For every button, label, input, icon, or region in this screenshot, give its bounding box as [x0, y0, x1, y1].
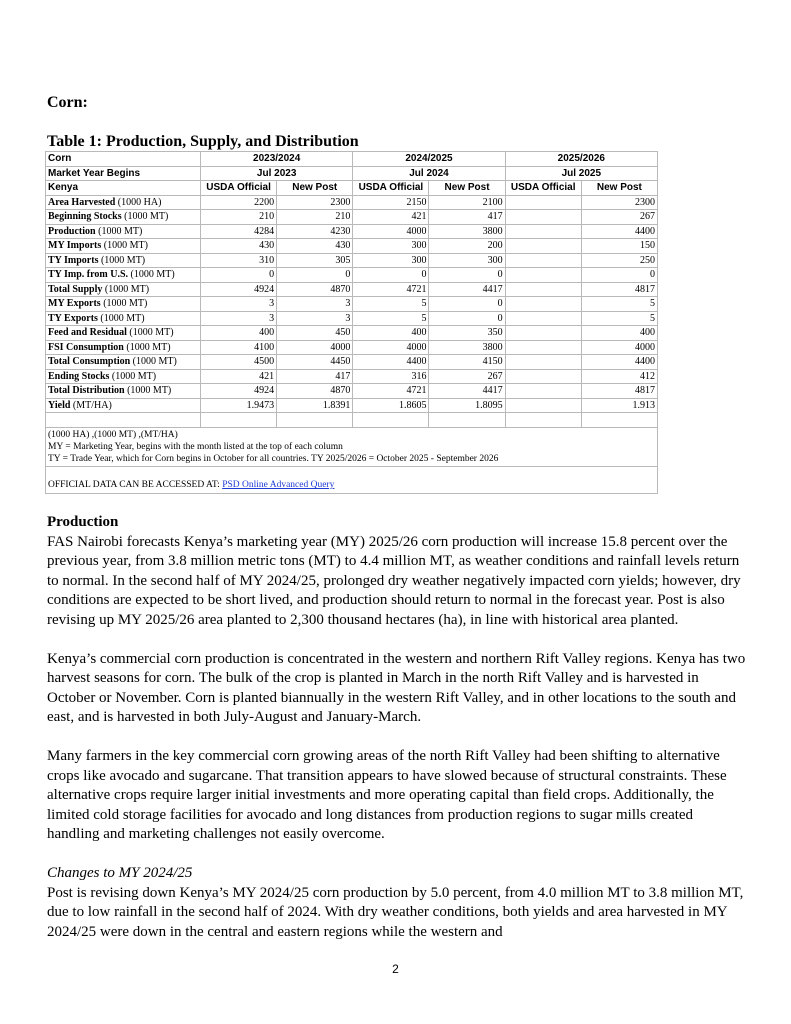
paragraph: FAS Nairobi forecasts Kenya’s marketing year (MY) 2025/26 corn production will increase 15.8 percent over the previous year, from 3.8 million metric tons (MT) to 4.4 million MT, as weather conditions and rainfall levels return to normal. In the second half of MY 2024/25, prolonged dry weather negatively impacted corn yields; however, dry conditions are expected to be short lived, and production should return to normal in the forecast year. Post is also revising up MY 2025/26 area planted to 2,300 thousand hectares (ha), in line with historical area planted. [47, 533, 741, 628]
table-cell [505, 311, 581, 326]
row-label-unit: (1000 MT) [124, 211, 169, 223]
table-cell: 316 [353, 369, 429, 384]
table-cell: 400 [353, 326, 429, 341]
table-cell: 4284 [201, 224, 277, 239]
table-cell: 267 [429, 369, 505, 384]
table-cell: 2200 [201, 195, 277, 210]
footnote-units: (1000 HA) ,(1000 MT) ,(MT/HA) [48, 429, 178, 440]
paragraph: Kenya’s commercial corn production is concentrated in the western and northern Rift Valley regions. Kenya has two harvest seasons for corn. The bulk of the crop is planted in March in the north Rift Valley and is harvested in October or November. Corn is planted biannually in the western Rift Valley, and in other locations to the south and east, and is harvested in both July-August and January-March. [47, 650, 746, 725]
row-label-name: Yield [48, 399, 71, 411]
table-cell [505, 268, 581, 283]
row-label [46, 268, 201, 283]
table-cell: 4721 [353, 282, 429, 297]
table-cell [505, 355, 581, 370]
row-label-unit: (1000 MT) [127, 385, 172, 397]
row-label [46, 340, 201, 355]
table-cell: 350 [429, 326, 505, 341]
table-cell: 4924 [201, 384, 277, 399]
table-cell: 4721 [353, 384, 429, 399]
table-cell: 4100 [201, 340, 277, 355]
table-cell: 4000 [277, 340, 353, 355]
header-row-market-year [46, 166, 658, 181]
row-label-unit: (1000 MT) [100, 254, 146, 266]
column-header: New Post [277, 181, 353, 196]
year-header: 2023/2024 [201, 152, 353, 167]
table-cell: 0 [429, 268, 505, 283]
row-label [46, 210, 201, 225]
page-number: 2 [392, 962, 399, 976]
table-cell: 1.913 [581, 398, 657, 413]
table-cell [505, 326, 581, 341]
table-cell: 4500 [201, 355, 277, 370]
row-label [46, 195, 201, 210]
table-row [46, 297, 658, 312]
table-cell: 267 [581, 210, 657, 225]
table-cell: 150 [581, 239, 657, 254]
table-cell: 4400 [581, 355, 657, 370]
table-cell: 3800 [429, 224, 505, 239]
table-row [46, 253, 658, 268]
table-cell: 305 [277, 253, 353, 268]
table-row [46, 384, 658, 399]
table-cell [505, 253, 581, 268]
table-cell: 4230 [277, 224, 353, 239]
table-cell: 0 [581, 268, 657, 283]
table-cell: 5 [353, 311, 429, 326]
row-label-unit: (1000 MT) [98, 225, 143, 237]
table-row [46, 195, 658, 210]
table-cell: 0 [277, 268, 353, 283]
table-cell [505, 239, 581, 254]
table-cell: 300 [353, 239, 429, 254]
row-label-name: Total Consumption [48, 356, 131, 368]
row-label-unit: (1000 HA) [117, 196, 162, 208]
column-header: USDA Official [505, 181, 581, 196]
table-title: Table 1: Production, Supply, and Distribution [47, 133, 359, 150]
table-row [46, 239, 658, 254]
table-cell: 421 [353, 210, 429, 225]
row-label-name: Total Supply [48, 283, 103, 295]
year-header: 2025/2026 [505, 152, 657, 167]
row-label-unit: (MT/HA) [72, 399, 112, 411]
paragraph: Many farmers in the key commercial corn growing areas of the north Rift Valley had been shifting to alternative crops like avocado and sugarcane. That transition appears to have slowed because of structural constraints. These alternative crops require larger initial investments and more operating capital than field crops. Additionally, the limited cold storage facilities for avocado and long distances from production regions to sugar mills created handling and marketing challenges not easily overcome. [47, 748, 727, 842]
table-cell [505, 195, 581, 210]
header-row-columns [46, 181, 658, 196]
table-cell [505, 398, 581, 413]
table-cell: 4870 [277, 384, 353, 399]
section-title: Production [47, 514, 119, 530]
table-cell: 2300 [277, 195, 353, 210]
table-cell: 5 [353, 297, 429, 312]
table-cell: 300 [429, 253, 505, 268]
table-cell: 1.9473 [201, 398, 277, 413]
table-cell: 417 [429, 210, 505, 225]
table-cell: 400 [581, 326, 657, 341]
row-label-name: MY Exports [48, 298, 101, 310]
table-row [46, 282, 658, 297]
commodity-heading: Corn: [47, 94, 88, 111]
table-cell: 3 [277, 311, 353, 326]
footnotes [46, 427, 658, 466]
table-cell: 5 [581, 297, 657, 312]
table-cell: 5 [581, 311, 657, 326]
table-cell: 4450 [277, 355, 353, 370]
row-label-name: Ending Stocks [48, 370, 110, 382]
commodity-label: Corn [46, 152, 201, 167]
table-cell: 1.8391 [277, 398, 353, 413]
table-cell: 412 [581, 369, 657, 384]
table-cell [505, 369, 581, 384]
table-cell: 417 [277, 369, 353, 384]
row-label-name: TY Exports [48, 312, 98, 324]
row-label [46, 239, 201, 254]
psd-table [45, 151, 658, 494]
table-cell: 4817 [581, 282, 657, 297]
row-label [46, 297, 201, 312]
table-cell: 310 [201, 253, 277, 268]
table-cell: 0 [353, 268, 429, 283]
column-header: USDA Official [353, 181, 429, 196]
table-cell: 4924 [201, 282, 277, 297]
row-label [46, 311, 201, 326]
row-label [46, 282, 201, 297]
row-label-name: Area Harvested [48, 196, 116, 208]
table-cell: 4400 [353, 355, 429, 370]
row-label-name: Beginning Stocks [48, 211, 122, 223]
table-cell: 4400 [581, 224, 657, 239]
table-cell: 210 [201, 210, 277, 225]
table-cell: 4417 [429, 282, 505, 297]
table-cell: 4817 [581, 384, 657, 399]
table-cell: 430 [201, 239, 277, 254]
table-cell [505, 297, 581, 312]
row-label-unit: (1000 MT) [132, 356, 177, 368]
row-label-name: Total Distribution [48, 385, 125, 397]
table-cell: 3 [277, 297, 353, 312]
official-data-row [46, 466, 658, 494]
table-cell: 4150 [429, 355, 505, 370]
row-label-name: Feed and Residual [48, 327, 127, 339]
market-year-label: Market Year Begins [46, 166, 201, 181]
table-cell: 210 [277, 210, 353, 225]
table-cell: 0 [429, 311, 505, 326]
empty-row [46, 413, 658, 428]
row-label [46, 398, 201, 413]
row-label-unit: (1000 MT) [129, 327, 174, 339]
table-cell: 2300 [581, 195, 657, 210]
table-cell: 4000 [581, 340, 657, 355]
official-data [46, 466, 658, 494]
table-row [46, 398, 658, 413]
table-cell [505, 210, 581, 225]
row-label [46, 224, 201, 239]
table-cell: 250 [581, 253, 657, 268]
table-cell: 200 [429, 239, 505, 254]
paragraph: Post is revising down Kenya’s MY 2024/25 corn production by 5.0 percent, from 4.0 million MT to 3.8 million MT, due to low rainfall in the second half of 2024. With dry weather conditions, both yields and area harvested in MY 2024/25 were down in the central and eastern regions while the western and [47, 884, 744, 940]
row-label [46, 326, 201, 341]
row-label-unit: (1000 MT) [104, 283, 150, 295]
table-cell: 421 [201, 369, 277, 384]
row-label [46, 384, 201, 399]
table-cell: 2150 [353, 195, 429, 210]
table-cell [505, 282, 581, 297]
table-cell [505, 340, 581, 355]
row-label-unit: (1000 MT) [130, 269, 175, 281]
table-cell: 2100 [429, 195, 505, 210]
row-label-unit: (1000 MT) [103, 298, 148, 310]
column-header: USDA Official [201, 181, 277, 196]
table-cell: 3800 [429, 340, 505, 355]
market-year-begins: Jul 2023 [201, 166, 353, 181]
table-cell: 1.8095 [429, 398, 505, 413]
row-label [46, 253, 201, 268]
table-row [46, 311, 658, 326]
table-row [46, 355, 658, 370]
footnotes-row [46, 427, 658, 466]
table-cell: 4000 [353, 340, 429, 355]
row-label [46, 355, 201, 370]
table-cell: 4000 [353, 224, 429, 239]
row-label-name: TY Imp. from U.S. [48, 269, 129, 281]
table-cell: 0 [201, 268, 277, 283]
table-cell: 3 [201, 311, 277, 326]
table-cell: 1.8605 [353, 398, 429, 413]
column-header: New Post [581, 181, 657, 196]
table-row [46, 340, 658, 355]
subsection-title: Changes to MY 2024/25 [47, 865, 193, 881]
production-section [47, 513, 747, 942]
row-label-name: TY Imports [48, 254, 99, 266]
table-cell: 430 [277, 239, 353, 254]
table-cell [505, 384, 581, 399]
column-header: New Post [429, 181, 505, 196]
row-label-unit: (1000 MT) [103, 240, 148, 252]
country-label: Kenya [46, 181, 201, 196]
footnote-ty: TY = Trade Year, which for Corn begins in October for all countries. TY 2025/2026 = October 2025 - September 2026 [48, 453, 499, 464]
row-label-name: Production [48, 225, 96, 237]
table-row [46, 326, 658, 341]
row-label-unit: (1000 MT) [111, 370, 157, 382]
table-cell: 300 [353, 253, 429, 268]
table-row [46, 210, 658, 225]
row-label-name: FSI Consumption [48, 341, 124, 353]
row-label-name: MY Imports [48, 240, 102, 252]
table-cell: 0 [429, 297, 505, 312]
market-year-begins: Jul 2025 [505, 166, 657, 181]
table-row [46, 268, 658, 283]
table-cell: 3 [201, 297, 277, 312]
row-label [46, 369, 201, 384]
official-data-text: OFFICIAL DATA CAN BE ACCESSED AT: [48, 480, 223, 491]
table-cell: 4870 [277, 282, 353, 297]
table-cell: 4417 [429, 384, 505, 399]
table-cell: 450 [277, 326, 353, 341]
year-header: 2024/2025 [353, 152, 505, 167]
table-cell: 400 [201, 326, 277, 341]
table-row [46, 224, 658, 239]
market-year-begins: Jul 2024 [353, 166, 505, 181]
footnote-my: MY = Marketing Year, begins with the month listed at the top of each column [48, 441, 343, 452]
table-row [46, 369, 658, 384]
table-cell [505, 224, 581, 239]
row-label-unit: (1000 MT) [100, 312, 145, 324]
header-row-commodity [46, 152, 658, 167]
row-label-unit: (1000 MT) [126, 341, 171, 353]
psd-online-link[interactable]: PSD Online Advanced Query [222, 480, 335, 491]
